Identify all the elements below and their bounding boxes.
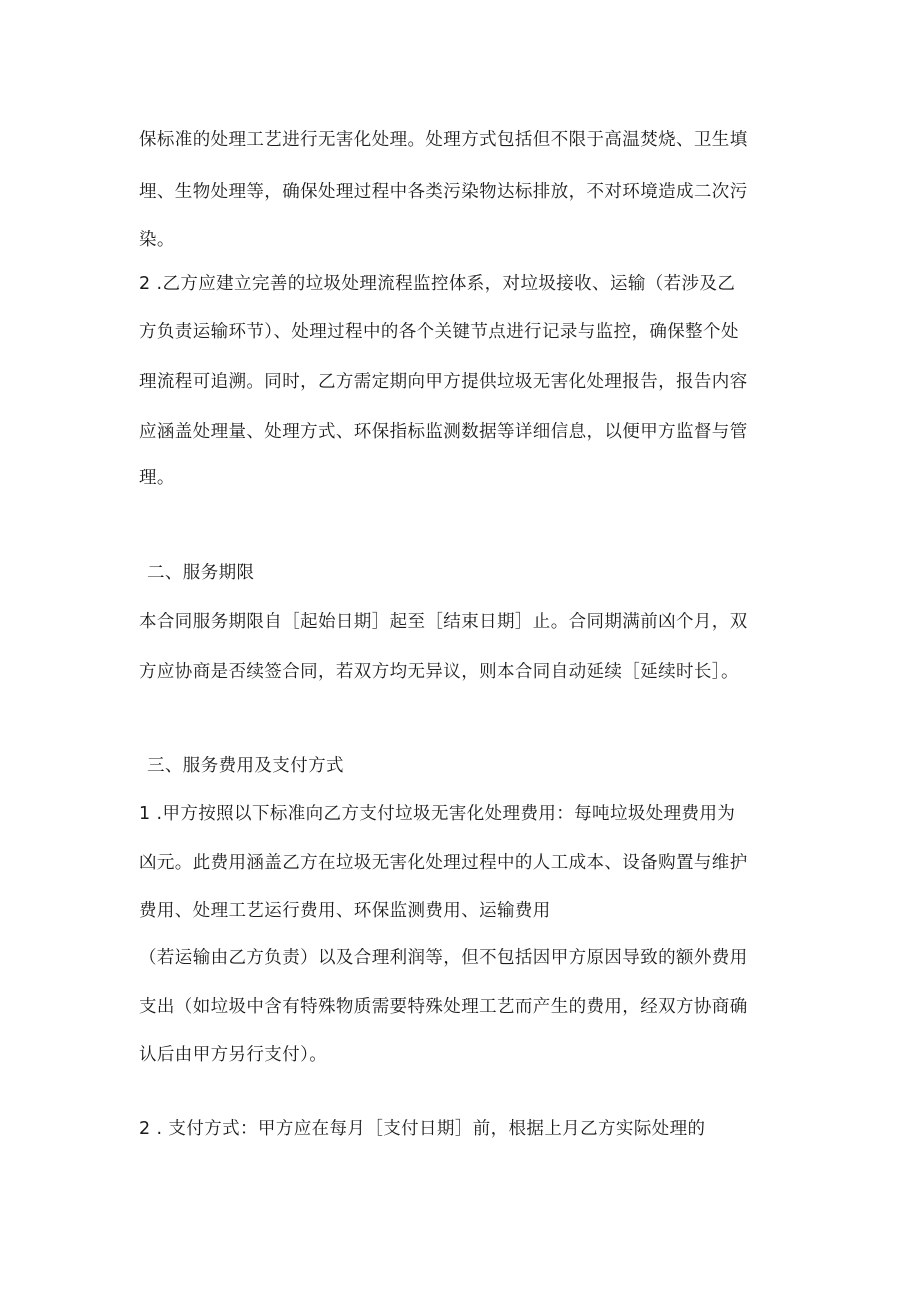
paragraph-line: 埋、生物处理等，确保处理过程中各类污染物达标排放，不对环境造成二次污	[139, 182, 748, 202]
paragraph-line: 方负责运输环节）、处理过程中的各个关键节点进行记录与监控，确保整个处	[139, 322, 739, 342]
list-item-2-line: 2 .乙方应建立完善的垃圾处理流程监控体系，对垃圾接收、运输（若涉及乙	[139, 274, 736, 294]
paragraph-line: 理。	[139, 468, 175, 488]
paragraph-line: 保标准的处理工艺进行无害化处理。处理方式包括但不限于高温焚烧、卫生填	[139, 130, 748, 150]
paragraph-line: 凶元。此费用涵盖乙方在垃圾无害化处理过程中的人工成本、设备购置与维护	[139, 853, 748, 873]
paragraph-line: 应涵盖处理量、处理方式、环保指标监测数据等详细信息，以便甲方监督与管	[139, 422, 748, 442]
paragraph-line: 认后由甲方另行支付）。	[139, 1045, 328, 1065]
list-item-2-line: 2 . 支付方式：甲方应在每月［支付日期］前，根据上月乙方实际处理的	[139, 1119, 706, 1139]
paragraph-line: （若运输由乙方负责）以及合理利润等，但不包括因甲方原因导致的额外费用	[139, 948, 748, 968]
paragraph-line: 费用、处理工艺运行费用、环保监测费用、运输费用	[139, 901, 551, 921]
paragraph-line: 理流程可追溯。同时，乙方需定期向甲方提供垃圾无害化处理报告，报告内容	[139, 372, 748, 392]
paragraph-line: 支出（如垃圾中含有特殊物质需要特殊处理工艺而产生的费用，经双方协商确	[139, 997, 748, 1017]
paragraph-line: 本合同服务期限自［起始日期］起至［结束日期］止。合同期满前凶个月，双	[139, 612, 748, 632]
list-item-1-line: 1 .甲方按照以下标准向乙方支付垃圾无害化处理费用：每吨垃圾处理费用为	[139, 804, 736, 824]
section-heading-fees-payment: 三、服务费用及支付方式	[147, 756, 344, 776]
paragraph-line: 染。	[139, 230, 175, 250]
paragraph-line: 方应协商是否续签合同，若双方均无异议，则本合同自动延续［延续时长］。	[139, 662, 739, 682]
section-heading-service-term: 二、服务期限	[147, 563, 255, 583]
